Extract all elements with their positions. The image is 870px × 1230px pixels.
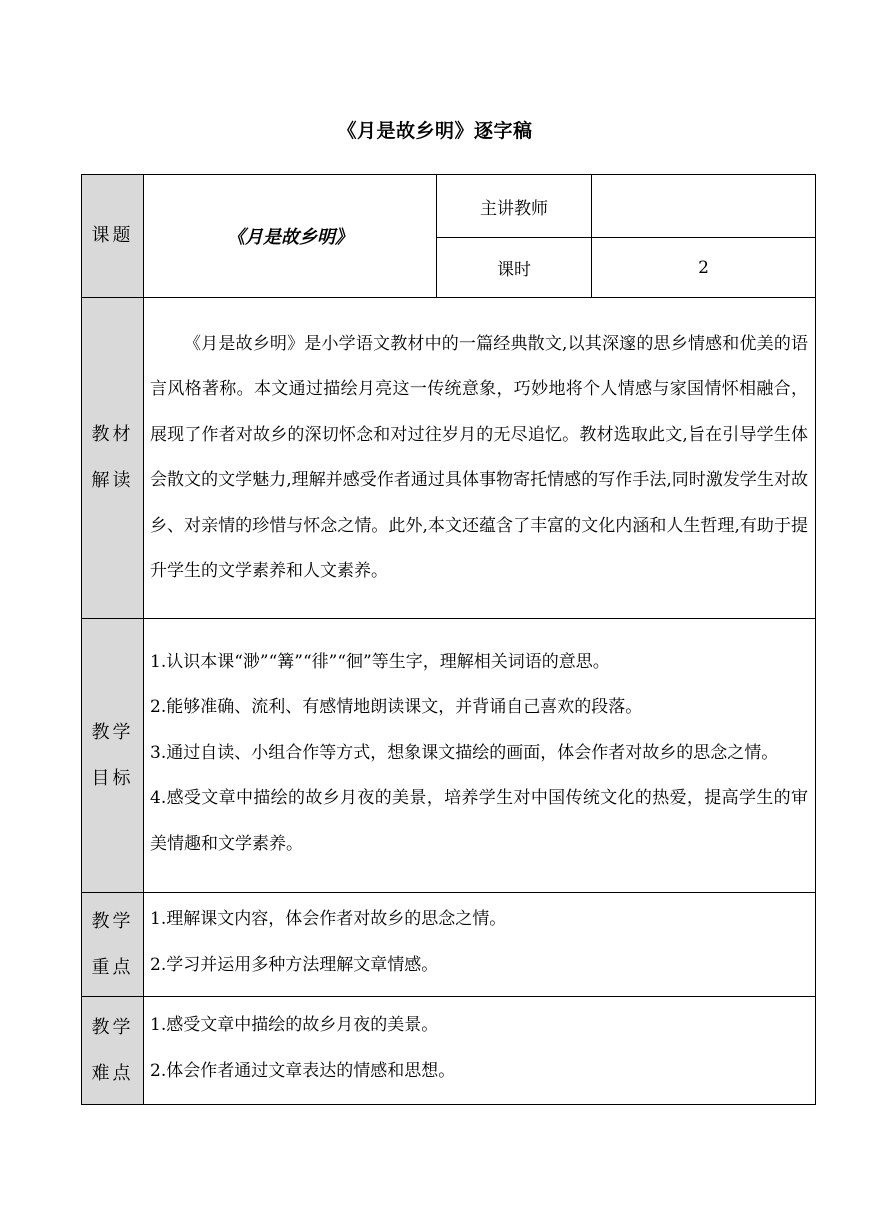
key-points-label-line-1: 教学 (91, 910, 134, 932)
material-row (82, 298, 816, 619)
lesson-title: 《月是故乡明》 (144, 175, 437, 298)
material-label-line-2: 解读 (91, 470, 134, 491)
key-points-row (82, 893, 816, 997)
difficulties-label-line-2: 难点 (91, 1062, 134, 1084)
objectives-label-line-2: 目标 (91, 767, 134, 789)
material-label-line-1: 教材 (91, 424, 134, 445)
difficulty-item: 1.感受文章中描绘的故乡月夜的美景。 (150, 1015, 439, 1035)
hours-label: 课时 (437, 238, 592, 298)
key-points-label-line-2: 重点 (91, 956, 134, 978)
objectives-list (144, 619, 816, 893)
objectives-row (82, 619, 816, 893)
material-text: 《月是故乡明》是小学语文教材中的一篇经典散文,以其深邃的思乡情感和优美的语言风格著称。本文通过描绘月亮这一传统意象，巧妙地将个人情感与家国情怀相融合，展现了作者对故乡的深切怀念和对过往岁月的无尽追忆。教材选取此文,旨在引导学生体会散文的文学魅力,理解并感受作者通过具体事物寄托情感的写作手法,同时激发学生对故乡、对亲情的珍惜与怀念之情。此外,本文还蕴含了丰富的文化内涵和人生哲理,有助于提升学生的文学素养和人文素养。 (144, 298, 816, 619)
topic-label-cell (82, 175, 144, 298)
difficulty-item: 2.体会作者通过文章表达的情感和思想。 (150, 1060, 456, 1081)
key-points-list (144, 893, 816, 997)
objective-item: 1.认识本课“渺”“篝”“徘”“徊”等生字，理解相关词语的意思。 (150, 651, 610, 672)
teacher-label: 主讲教师 (437, 175, 592, 238)
document-title: 《月是故乡明》逐字稿 (337, 120, 533, 142)
difficulties-label-cell (82, 997, 144, 1105)
objective-item: 4.感受文章中描绘的故乡月夜的美景，培养学生对中国传统文化的热爱，提高学生的审美情趣和文学素养。 (150, 788, 808, 854)
topic-label: 课题 (91, 225, 134, 246)
objective-item: 3.通过自读、小组合作等方式，想象课文描绘的画面，体会作者对故乡的思念之情。 (150, 742, 779, 763)
teacher-value (592, 175, 816, 238)
objectives-label-line-1: 教学 (91, 721, 134, 743)
header-row-teacher (82, 175, 816, 238)
hours-value: 2 (592, 238, 816, 298)
key-point-item: 1.理解课文内容，体会作者对故乡的思念之情。 (150, 909, 507, 929)
difficulties-label-line-1: 教学 (91, 1016, 134, 1038)
key-points-label-cell (82, 893, 144, 997)
objectives-label-cell (82, 619, 144, 893)
difficulties-row (82, 997, 816, 1105)
lesson-plan-table (81, 174, 816, 1105)
key-point-item: 2.学习并运用多种方法理解文章情感。 (150, 954, 439, 975)
difficulties-list (144, 997, 816, 1105)
objective-item: 2.能够准确、流利、有感情地朗读课文，并背诵自己喜欢的段落。 (150, 697, 643, 718)
material-label-cell (82, 298, 144, 619)
